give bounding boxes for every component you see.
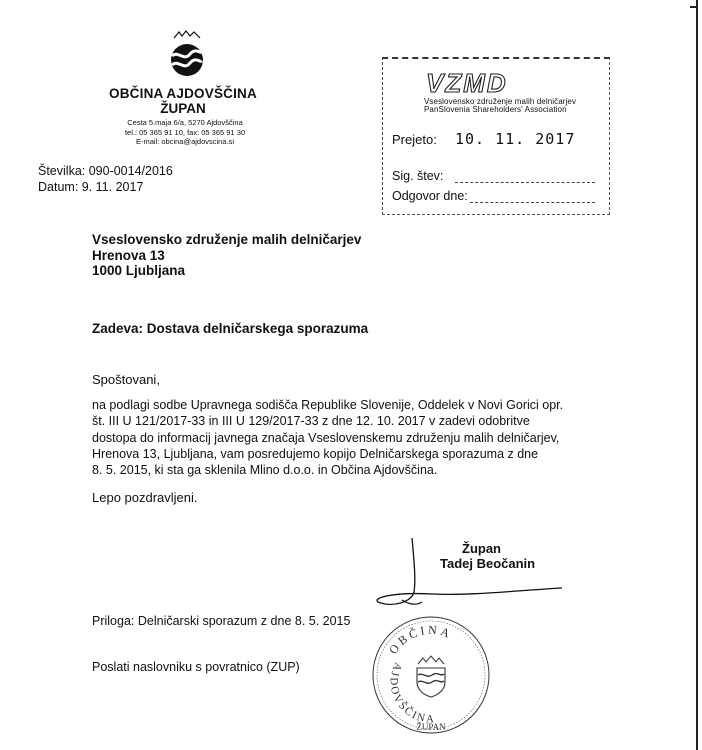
delivery-note: Poslati naslovniku s povratnico (ZUP) [92,660,300,674]
body-line: na podlagi sodbe Upravnega sodišča Republike Slovenije, Oddelek v Novi Gorici opr. [92,398,564,412]
org-phone: tel.: 05 365 91 10, fax: 05 365 91 30 [124,127,246,137]
stamp-received-label: Prejeto: [392,132,437,147]
signatory-name: Tadej Beočanin [440,556,536,571]
org-email: E-mail: obcina@ajdovscina.si [135,137,235,146]
official-seal [368,612,494,738]
svg-text:VZMD: VZMD [426,70,508,96]
stamp-sig-label: Sig. štev: [392,169,444,183]
letter-subject: Zadeva: Dostava delničarskega sporazuma [92,321,369,336]
body-line: št. III U 121/2017-33 in III U 129/2017-33 z dne 12. 10. 2017 v zadevi odobritve [92,414,530,429]
municipality-logo-icon [170,30,204,86]
org-title: ŽUPAN [160,101,206,116]
letter-closing: Lepo pozdravljeni. [92,490,198,505]
recipient-city: 1000 Ljubljana [92,263,186,278]
vzmd-logo-icon [418,70,568,96]
stamp-org-line2: PanSlovenia Shareholders' Association [424,105,567,114]
stamp-reply-label: Odgovor dne: [392,189,468,203]
attachment-note: Priloga: Delničarski sporazum z dne 8. 5. 2015 [92,614,351,628]
stamp-sig-line [455,182,595,183]
recipient-street: Hrenova 13 [92,248,165,263]
signatory-title: Župan [462,541,501,556]
org-address: Cesta 5.maja 6/a, 5270 Ajdovščina [127,118,243,127]
document-date: Datum: 9. 11. 2017 [38,180,144,194]
stamp-org-line1: Vseslovensko združenje malih delničarjev [424,97,577,106]
svg-text:ŽUPAN: ŽUPAN [416,722,446,732]
svg-text:OBČINA: OBČINA [385,622,455,657]
document-number: Številka: 090-0014/2016 [38,164,173,178]
stamp-reply-line [470,202,595,203]
stamp-received-date: 10. 11. 2017 [455,130,576,148]
svg-text:AJDOVŠČINA: AJDOVŠČINA [387,660,437,726]
letter-greeting: Spoštovani, [92,372,160,387]
body-line: Hrenova 13, Ljubljana, vam posredujemo kopijo Delničarskega sporazuma z dne [92,446,539,461]
page-edge-tick [690,6,698,8]
recipient-name: Vseslovensko združenje malih delničarjev [92,232,362,247]
body-line: 8. 5. 2015, ki sta ga sklenila Mlino d.o.o. in Občina Ajdovščina. [92,463,438,478]
body-line: dostopa do informacij javnega značaja Vseslovenskemu združenju malih delničarjev, [92,430,560,445]
page-edge-line [696,0,698,750]
org-name: OBČINA AJDOVŠČINA [109,86,257,101]
seal-emblem-icon [417,656,445,697]
letter-body [92,397,592,478]
